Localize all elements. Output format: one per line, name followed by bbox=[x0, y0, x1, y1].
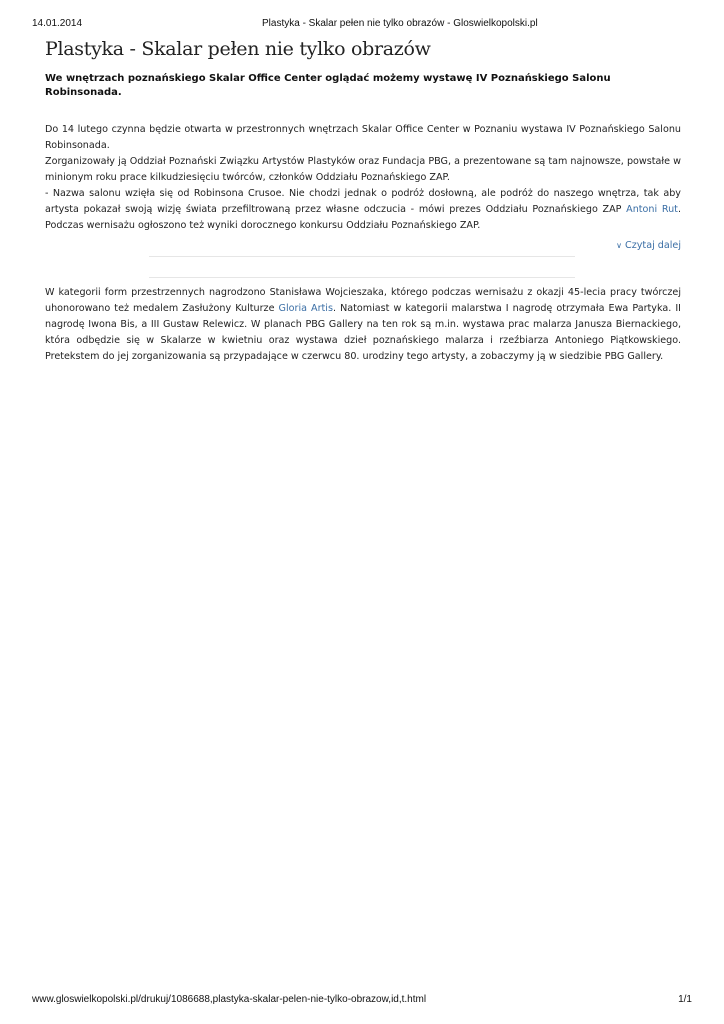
article-title: Plastyka - Skalar pełen nie tylko obrazów bbox=[45, 38, 431, 60]
print-date: 14.01.2014 bbox=[32, 18, 83, 29]
read-more-link[interactable] bbox=[45, 239, 681, 253]
text-segment: . Podczas wernisażu ogłoszono też wyniki dorocznego konkursu Oddziału Poznańskiego ZAP. bbox=[45, 204, 681, 231]
divider bbox=[149, 277, 575, 278]
text-segment: . Natomiast w kategorii malarstwa I nagrodę otrzymała Ewa Partyka. II nagrodę Iwona Bis, a III Gustaw Relewicz. W planach PBG Gallery na ten rok są m.in. wystawa prac malarza Janusza Biernackiego, która odbędzie się w Skalarze w kwietniu oraz wystawa dzieł poznańskiego malarza i rzeźbiarza Antoniego Piątkowskiego. Pretekstem do jej zorganizowania są przypadające w czerwcu 80. urodziny tego artysty, a zobaczymy ją w siedzibie PBG Gallery. bbox=[45, 303, 681, 362]
author-link-antoni-rut[interactable]: Antoni Rut bbox=[626, 204, 678, 215]
text-segment: W kategorii form przestrzennych nagrodzono Stanisława Wojcieszaka, którego podczas wernisażu z okazji 45-lecia pracy twórczej uhonorowano też medalem Zasłużony Kulturze bbox=[45, 287, 681, 314]
paragraph-line bbox=[45, 186, 681, 234]
print-footer bbox=[32, 993, 692, 1007]
divider bbox=[149, 256, 575, 257]
read-more-label: Czytaj dalej bbox=[625, 240, 681, 251]
print-page-title: Plastyka - Skalar pełen nie tylko obrazów - Gloswielkopolski.pl bbox=[262, 18, 538, 29]
article-paragraph-1 bbox=[45, 122, 681, 234]
print-url: www.gloswielkopolski.pl/drukuj/1086688,plastyka-skalar-pelen-nie-tylko-obrazow,id,t.html bbox=[32, 994, 427, 1005]
article-paragraph-2 bbox=[45, 285, 681, 365]
paragraph-line: Zorganizowały ją Oddział Poznański Związku Artystów Plastyków oraz Fundacja PBG, a prezentowane są tam najnowsze, powstałe w minionym roku prace kilkudziesięciu twórców, członków Oddziału Poznańskiego ZAP. bbox=[45, 156, 681, 183]
text-segment: - Nazwa salonu wzięła się od Robinsona Crusoe. Nie chodzi jednak o podróż dosłowną, ale podróż do naszego wnętrza, tak aby artysta pokazał swoją wizję świata przefiltrowaną przez własne odczucia - mówi prezes Oddziału Poznańskiego ZAP bbox=[45, 188, 681, 215]
print-header bbox=[32, 17, 684, 31]
article-lead: We wnętrzach poznańskiego Skalar Office Center oglądać możemy wystawę IV Poznańskiego Salonu Robinsonada. bbox=[45, 73, 611, 98]
gloria-artis-link[interactable]: Gloria Artis bbox=[278, 303, 333, 314]
paragraph-line bbox=[45, 285, 681, 365]
article bbox=[45, 36, 681, 365]
chevron-down-icon: ∨ bbox=[616, 241, 623, 250]
page-count: 1/1 bbox=[678, 994, 692, 1005]
paragraph-line: Do 14 lutego czynna będzie otwarta w przestronnych wnętrzach Skalar Office Center w Poznaniu wystawa IV Poznańskiego Salonu Robinsonada. bbox=[45, 124, 681, 151]
